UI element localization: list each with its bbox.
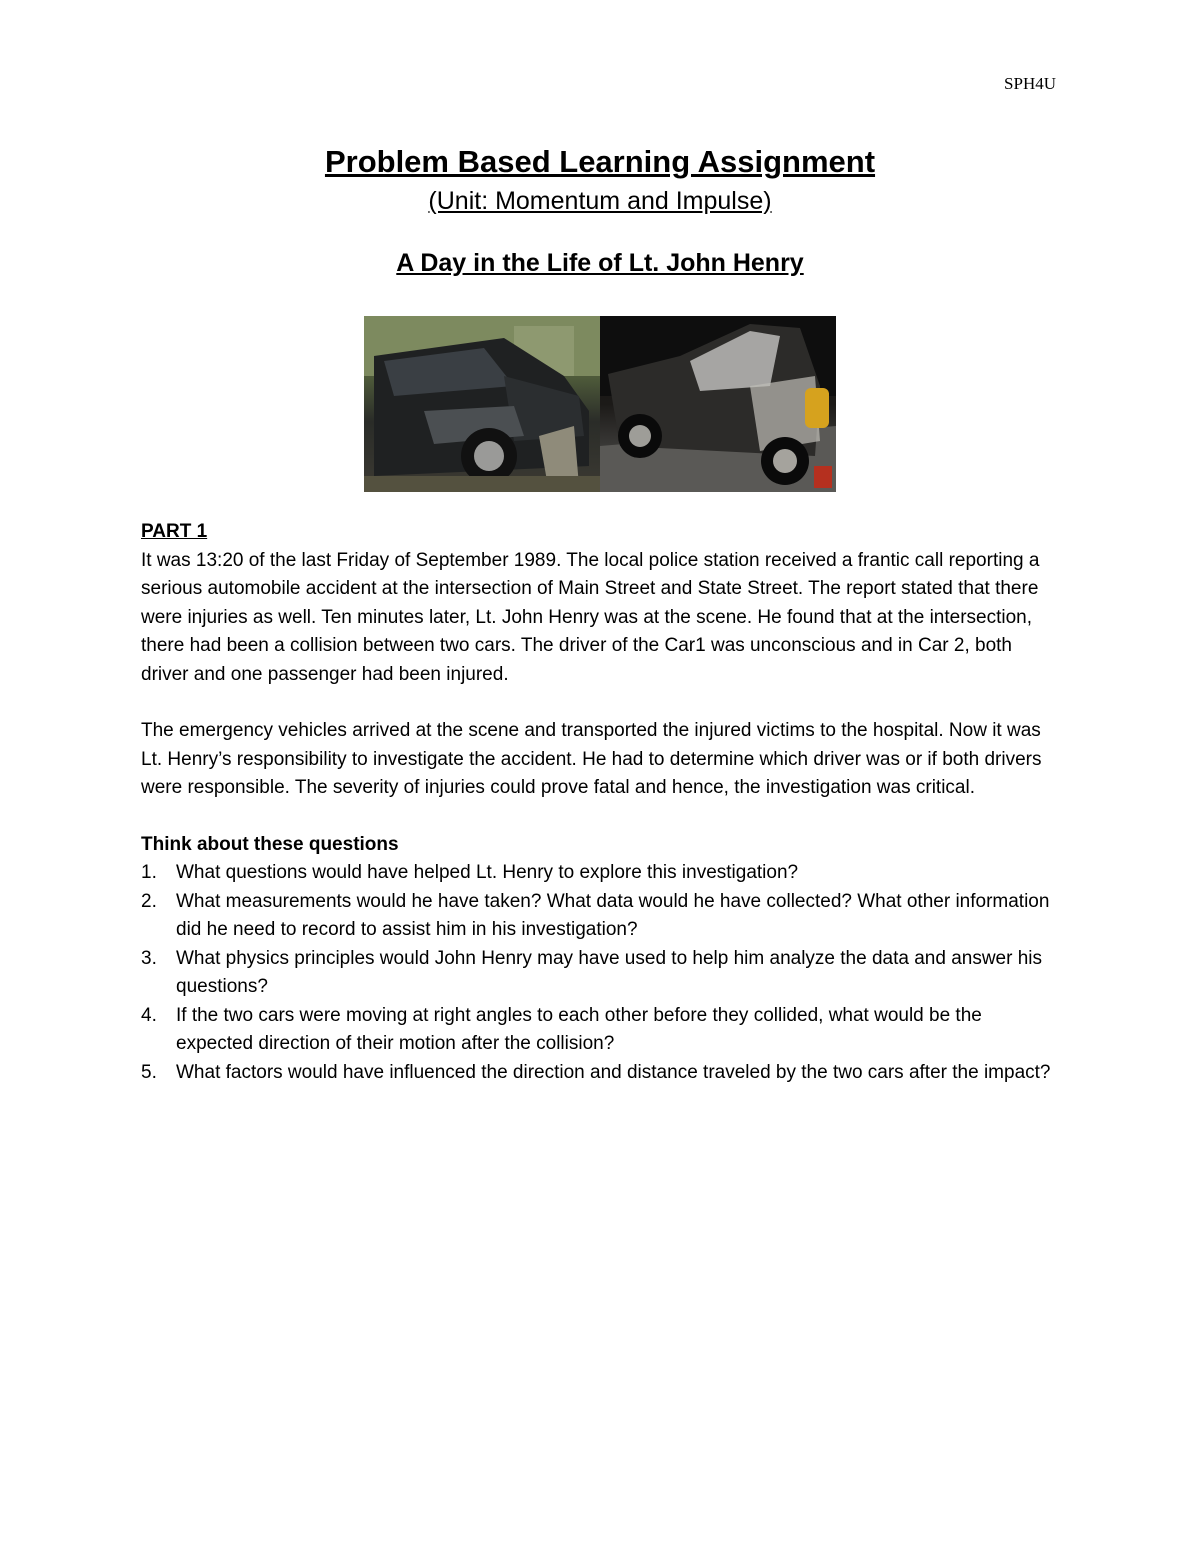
list-item: [141, 859, 1061, 888]
part-heading: PART 1: [141, 521, 208, 542]
list-item: [141, 1059, 1061, 1088]
list-item-number: 4.: [141, 1004, 157, 1026]
paragraph-scenario: It was 13:20 of the last Friday of September 1989. The local police station received a frantic call reporting a serious automobile accident at the intersection of Main Street and State Street. The report stated that there were injuries as well. Ten minutes later, Lt. John Henry was at the scene. He found that at the intersection, there had been a collision between two cars. The driver of the Car1 was unconscious and in Car 2, both driver and one passenger had been injured.: [141, 549, 1040, 685]
crashed-car-front-icon: [364, 316, 600, 492]
paragraph-investigation: The emergency vehicles arrived at the scene and transported the injured victims to the hospital. Now it was Lt. Henry’s responsibility to investigate the accident. He had to determine which driver was or if both drivers were responsible. The severity of injuries could prove fatal and hence, the investigation was critical.: [141, 720, 1042, 798]
unit-subtitle: (Unit: Momentum and Impulse): [428, 187, 772, 215]
list-item: [141, 888, 1061, 945]
list-item-text: If the two cars were moving at right angles to each other before they collided, what would be the expected direction of their motion after the collision?: [176, 1004, 982, 1054]
list-item-number: 3.: [141, 947, 157, 969]
list-item-number: 1.: [141, 862, 157, 883]
crashed-car-side-icon: [600, 316, 836, 492]
document-title: Problem Based Learning Assignment: [324, 144, 876, 179]
story-title: A Day in the Life of Lt. John Henry: [396, 249, 804, 277]
main-content: [141, 518, 1061, 1087]
course-code: SPH4U: [1004, 74, 1056, 93]
list-item-text: What physics principles would John Henry may have used to help him analyze the data and answer his questions?: [176, 947, 1043, 997]
list-item-text: What factors would have influenced the direction and distance traveled by the two cars after the impact?: [176, 1061, 1051, 1083]
questions-list: [141, 859, 1061, 1087]
list-item-number: 2.: [141, 890, 157, 912]
list-item-number: 5.: [141, 1061, 157, 1083]
list-item-text: What measurements would he have taken? What data would he have collected? What other information did he need to record to assist him in his investigation?: [176, 890, 1050, 940]
accident-photos: [364, 316, 836, 492]
crashed-car-front-photo: [364, 316, 600, 492]
list-item: [141, 945, 1061, 1002]
crashed-car-side-photo: [600, 316, 836, 492]
list-item: [141, 1002, 1061, 1059]
list-item-text: What questions would have helped Lt. Henry to explore this investigation?: [176, 862, 799, 883]
title-block: [0, 140, 1200, 280]
questions-heading: Think about these questions: [141, 833, 399, 855]
